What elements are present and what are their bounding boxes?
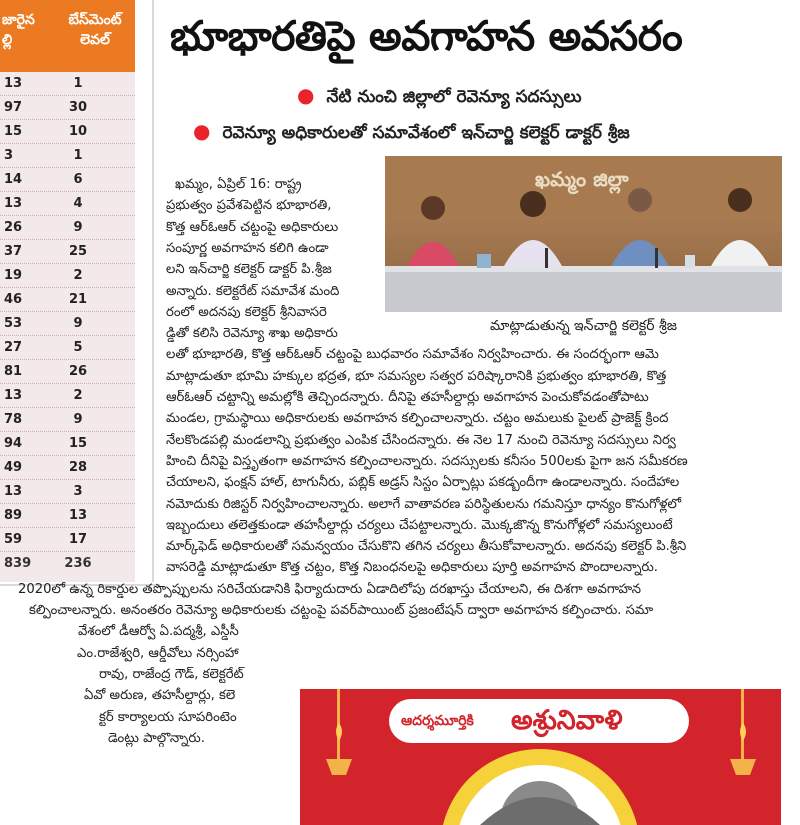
table-cell: 9 [73,220,83,235]
table-cell: 1 [73,76,83,91]
table-row [0,528,135,552]
article-line: లని ఇన్‌చార్జి కలెక్టర్ డాక్టర్ పి.శ్రీజ [166,262,332,278]
table-cell: 10 [68,124,88,139]
article-line: ఎం.రాజేశ్వరి, ఆర్డీవోలు నర్సింహా [77,645,239,661]
table-header-col2: బేస్‌మెంట్ లెవల్ [68,12,122,48]
table-cell: 6 [73,172,83,187]
table-cell: 13 [4,388,23,403]
table-cell: 2 [73,388,83,403]
table-cell: 27 [4,340,23,355]
article-line: ఏవో అరుణ, తహసీల్దార్లు, కలె [84,688,236,704]
table-cell: 81 [4,364,23,379]
article-line: ఆర్ఓఆర్ చట్టాన్ని అమల్లోకి తెచ్చిందన్నారు. దీనిపై తహసీల్దార్లు అవగాహన పెంచుకోవడంతోపాటు [166,390,649,405]
table-cell: 59 [4,532,23,547]
photo-caption: మాట్లాడుతున్న ఇన్‌చార్జి కలెక్టర్ శ్రీజ [490,318,677,334]
article-line: నమోదుకు రిజిస్టర్ నిర్వహించాలన్నారు. అలాగే వాతావరణ పరిస్థితులను గమనిస్తూ ధాన్యం కొనుగోళ్లలో [166,496,682,512]
article-line: లతో భూభారతి, కొత్త ఆర్ఓఆర్ చట్టంపై బుధవారం సమావేశం నిర్వహించారు. ఈ సందర్భంగా ఆమె [166,347,659,363]
table-cell: 28 [68,460,88,475]
table-row [0,288,135,312]
table-cell: 15 [4,124,23,139]
table-cell: 1 [73,148,83,163]
table-cell: 13 [4,196,23,211]
article-line: హించి దీనిపై విస్తృతంగా అవగాహన కల్పించాలన్నారు. సదస్సులకు కనీసం 500లకు పైగా జన సమీకరణ [166,453,688,469]
table-body [0,72,135,552]
table-cell: 25 [68,244,88,259]
article-line: డ్డితో కలిసి రెవెన్యూ శాఖ అధికారు [166,326,338,342]
advert-title-pill [389,699,689,743]
table-cell: 49 [4,460,23,475]
bullet-icon: ● [297,83,315,107]
article-line: నేలకొండపల్లి మండలాన్ని ప్రభుత్వం ఎంపిక చేసిందన్నారు. ఈ నెల 17 నుంచి రెవెన్యూ సదస్సులు నిర్వ [166,432,676,448]
table-row [0,408,135,432]
subhead-1 [297,84,581,108]
table-cell: 2 [73,268,83,283]
article-line: వాసరెడ్డి మాట్లాడుతూ కొత్త చట్టం, కొత్త నిబంధనలపై అధికారులు పూర్తి అవగాహన పొందాలన్నారు. [166,560,658,576]
table-row [0,384,135,408]
table-cell: 94 [4,436,23,451]
table-cell: 37 [4,244,23,259]
table-cell: 9 [73,316,83,331]
table-cell: 89 [4,508,23,523]
total-col2: 236 [64,556,92,571]
photo-sign-text: ఖమ్మం జిల్లా [535,167,629,191]
column-divider [152,0,154,582]
article-line: ప్రభుత్వం ప్రవేశపెట్టిన భూభారతి, [166,198,332,214]
advert-title: అశ్రునివాళి [511,705,623,736]
table-row [0,264,135,288]
table-cell: 13 [68,508,88,523]
article-line: సంపూర్ణ అవగాహన కలిగి ఉండా [166,240,329,256]
total-col1: 839 [4,556,32,571]
article-line: మార్క్‌ఫెడ్ అధికారులతో సమన్వయం చేసుకొని తగిన చర్యలు తీసుకోవాలన్నారు. అదనపు కలెక్టర్ పి.శ్రీని [166,539,687,555]
table-header-col1: జారైన ల్లి [2,12,35,48]
table-row [0,144,135,168]
table-cell: 14 [4,172,23,187]
table-row [0,216,135,240]
subhead-1-text: నేటి నుంచి జిల్లాలో రెవెన్యూ సదస్సులు [326,87,582,107]
table-row [0,360,135,384]
article-line: చేయాలని, ఫంక్షన్ హాల్, టాగునీరు, పబ్లిక్ అడ్రస్ సిస్టం ఏర్పాట్లు పకడ్బందీగా ఉండాలన్నారు. సందేహాల [166,475,680,491]
advert-prefix: ఆదర్శమూర్తికి [401,713,474,729]
article-line: అన్నారు. కలెక్టరేట్ సమావేశ మంది [166,283,340,299]
article-line: రంలో అదనపు కలెక్టర్ శ్రీనివాసరె [166,304,327,320]
table-total-row [0,552,135,575]
article-line: మండల, గ్రామస్థాయి అధికారులకు అవగాహన కల్పించాలన్నారు. చట్టం అమలుకు పైలట్ ప్రాజెక్ట్ క్రింద [166,411,669,427]
article-line: డెంట్లు పాల్గొన్నారు. [108,730,205,746]
table-cell: 13 [4,484,23,499]
table-cell: 53 [4,316,23,331]
table-row [0,120,135,144]
article-line: రావు, రాజేంద్ర గౌడ్, కలెక్టరేట్ [99,666,244,682]
table-row [0,336,135,360]
article-line: వేశంలో డీఆర్వో ఏ.పద్మశ్రీ, ఎస్డీసీ [78,624,239,640]
table-cell: 3 [73,484,83,499]
table-header [0,0,135,72]
table-row [0,456,135,480]
table-cell: 97 [4,100,23,115]
table-cell: 21 [68,292,88,307]
table-cell: 78 [4,412,23,427]
table-cell: 26 [4,220,23,235]
table-cell: 15 [68,436,88,451]
article-line: 2020లో ఉన్న రికార్డుల తప్పొప్పులను సరిచేయడానికి ఫిర్యాదుదారు ఏడాదిలోపు దరఖాస్తు చేయాలని, ఈ దిశగా అవగాహన [18,581,642,597]
table-row [0,504,135,528]
article-line: ఖమ్మం, ఏప్రిల్ 16: రాష్ట్ర [175,177,302,192]
table-row [0,240,135,264]
table-cell: 4 [73,196,83,211]
table-cell: 17 [68,532,88,547]
table-cell: 19 [4,268,23,283]
meeting-photo [385,156,782,312]
table-cell: 46 [4,292,23,307]
table-row [0,192,135,216]
article-line: మాట్లాడుతూ భూమి హక్కుల భద్రత, భూ సమస్యల సత్వర పరిష్కారానికి ప్రభుత్వం భూభారతి, కొత్త [166,368,667,384]
subhead-2 [193,120,630,144]
subhead-2-text: రెవెన్యూ అధికారులతో సమావేశంలో ఇన్‌చార్జి కలెక్టర్ డాక్టర్ శ్రీజ [222,123,630,143]
table-row [0,432,135,456]
table-cell: 30 [68,100,88,115]
article-line: కొత్త ఆర్ఓఆర్ చట్టంపై అధికారులు [166,219,339,235]
table-cell: 13 [4,76,23,91]
table-cell: 5 [73,340,83,355]
table-row [0,312,135,336]
table-cell: 26 [68,364,88,379]
headline: భూభారతిపై అవగాహన అవసరం [170,12,683,60]
table-row [0,72,135,96]
table-cell: 9 [73,412,83,427]
bullet-icon: ● [193,119,211,143]
article-line: కల్పించాలన్నారు. అనంతరం రెవెన్యూ అధికారులకు చట్టంపై పవర్‌పాయింట్ ప్రజంటేషన్ ద్వారా అవగాహన కల్పించారు. సమా [29,603,654,618]
table-row [0,480,135,504]
article-line: ఇబ్బందులు తలెత్తకుండా తహసీల్దార్లు చర్యలు చేపట్టాలన్నారు. మొక్కజొన్న కొనుగోళ్లలో సమస్యలుంటే [166,517,673,533]
table-cell: 3 [4,148,14,163]
table-row [0,96,135,120]
statistics-table [0,0,135,582]
tribute-advert [300,689,781,825]
table-row [0,168,135,192]
article-line: క్టర్ కార్యాలయ సూపరింటెం [99,709,237,725]
